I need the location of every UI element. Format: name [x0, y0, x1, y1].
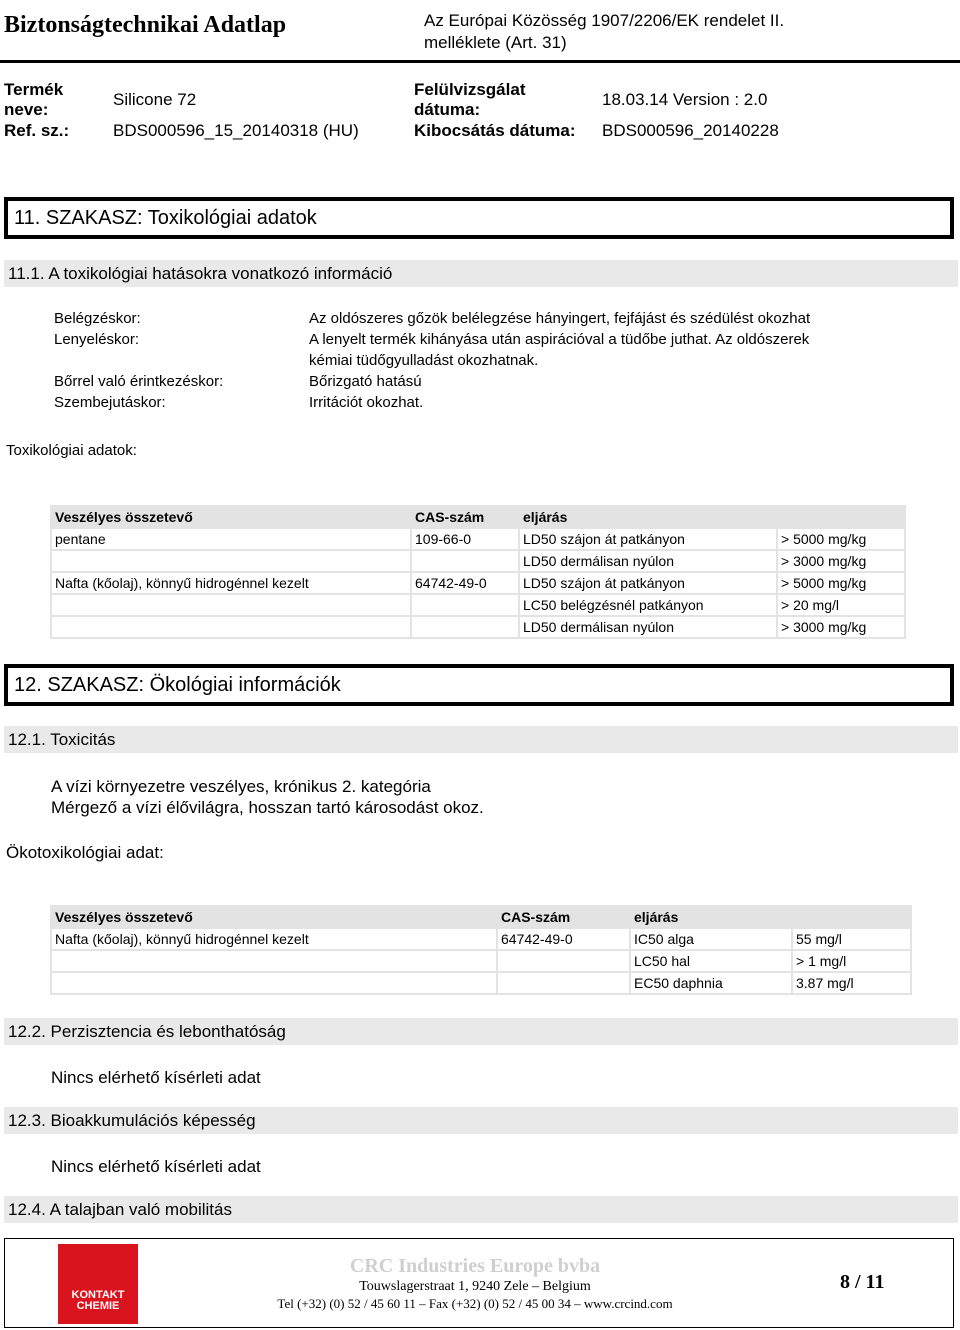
cell: LD50 szájon át patkányon — [519, 572, 777, 594]
logo-line-1: KONTAKT — [71, 1289, 125, 1301]
header-value — [792, 906, 911, 928]
product-label-line-2: neve: — [4, 100, 49, 119]
issue-value: BDS000596_20140228 — [602, 121, 779, 140]
regulation-line-1: Az Európai Közösség 1907/2206/EK rendelet II. — [424, 11, 785, 30]
cell — [411, 616, 519, 638]
document-title: Biztonságtechnikai Adatlap — [4, 12, 287, 38]
cell: 55 mg/l — [792, 928, 911, 950]
persistence-text: Nincs elérhető kísérleti adat — [51, 1068, 261, 1087]
cell — [51, 616, 411, 638]
cell — [51, 594, 411, 616]
tox-data-label: Toxikológiai adatok: — [6, 442, 137, 459]
kontakt-chemie-logo — [58, 1244, 138, 1324]
cell: LD50 szájon át patkányon — [519, 528, 777, 550]
cell: Nafta (kőolaj), könnyű hidrogénnel kezelt — [51, 572, 411, 594]
review-label — [414, 80, 525, 120]
cell: pentane — [51, 528, 411, 550]
tox-table — [50, 505, 906, 639]
ecotox-label: Ökotoxikológiai adat: — [6, 843, 164, 862]
toxicity-text — [51, 776, 484, 818]
regulation-line-2: melléklete (Art. 31) — [424, 33, 567, 52]
header-cas: CAS-szám — [411, 506, 519, 528]
effects-list — [54, 308, 904, 413]
effect-text: Bőrizgató hatású — [309, 373, 422, 390]
effect-label: Lenyeléskor: — [54, 331, 140, 348]
table-header-row — [51, 506, 905, 528]
cell — [497, 972, 630, 994]
cell — [51, 972, 497, 994]
table-row — [51, 950, 911, 972]
cell: EC50 daphnia — [630, 972, 792, 994]
table-row — [51, 594, 905, 616]
effect-label: Szembejutáskor: — [54, 394, 166, 411]
cell: LC50 hal — [630, 950, 792, 972]
cell: LC50 belégzésnél patkányon — [519, 594, 777, 616]
issue-label: Kibocsátás dátuma: — [414, 121, 576, 140]
effect-label: Belégzéskor: — [54, 310, 141, 327]
ref-label: Ref. sz.: — [4, 121, 70, 140]
section-12-2-heading: 12.2. Perzisztencia és lebonthatóság — [4, 1018, 958, 1045]
cell — [411, 550, 519, 572]
logo-line-2: CHEMIE — [76, 1300, 120, 1312]
regulation-text — [424, 10, 854, 54]
cell: > 20 mg/l — [777, 594, 905, 616]
effect-text-cont: kémiai tüdőgyulladást okozhatnak. — [309, 352, 539, 369]
table-row — [51, 572, 905, 594]
product-label — [4, 80, 63, 120]
table-row — [51, 972, 911, 994]
section-11-1-heading: 11.1. A toxikológiai hatásokra vonatkozó információ — [4, 260, 958, 287]
company-contact: Tel (+32) (0) 52 / 45 60 11 – Fax (+32) (0) 52 / 45 00 34 – www.crcind.com — [277, 1296, 673, 1311]
table-row — [51, 616, 905, 638]
product-value: Silicone 72 — [113, 90, 197, 109]
section-12-4-heading: 12.4. A talajban való mobilitás — [4, 1196, 958, 1223]
header-component: Veszélyes összetevő — [51, 906, 497, 928]
effect-eye — [54, 392, 904, 413]
cell: 109-66-0 — [411, 528, 519, 550]
ref-value: BDS000596_15_20140318 (HU) — [113, 121, 359, 140]
cell: > 3000 mg/kg — [777, 616, 905, 638]
header-method: eljárás — [630, 906, 792, 928]
page-number: 8 / 11 — [840, 1271, 885, 1293]
cell: LD50 dermálisan nyúlon — [519, 550, 777, 572]
effect-text: Irritációt okozhat. — [309, 394, 424, 411]
cell: > 1 mg/l — [792, 950, 911, 972]
product-label-line-1: Termék — [4, 80, 64, 99]
cell — [51, 950, 497, 972]
section-12-1-heading: 12.1. Toxicitás — [4, 726, 958, 753]
review-value: 18.03.14 Version : 2.0 — [602, 90, 768, 109]
header-method: eljárás — [519, 506, 777, 528]
cell: IC50 alga — [630, 928, 792, 950]
effect-text: Az oldószeres gőzök belélegzése hányingert, fejfájást és szédülést okozhat — [309, 310, 811, 327]
cell: > 5000 mg/kg — [777, 528, 905, 550]
company-name: CRC Industries Europe bvba — [349, 1255, 601, 1277]
ecotox-table — [50, 905, 912, 995]
table-row — [51, 528, 905, 550]
cell — [411, 594, 519, 616]
table-header-row — [51, 906, 911, 928]
cell: > 5000 mg/kg — [777, 572, 905, 594]
review-label-line-1: Felülvizsgálat — [414, 80, 526, 99]
cell — [51, 550, 411, 572]
logo-text — [60, 1290, 136, 1312]
toxicity-line-1: A vízi környezetre veszélyes, krónikus 2. kategória — [51, 777, 431, 796]
table-row — [51, 928, 911, 950]
cell — [497, 950, 630, 972]
effect-ingestion — [54, 329, 904, 371]
section-12-heading: 12. SZAKASZ: Ökológiai információk — [4, 664, 954, 706]
cell: 64742-49-0 — [497, 928, 630, 950]
cell: > 3000 mg/kg — [777, 550, 905, 572]
effect-skin — [54, 371, 904, 392]
company-address: Touwslagerstraat 1, 9240 Zele – Belgium — [359, 1279, 591, 1294]
cell: 64742-49-0 — [411, 572, 519, 594]
effect-label: Bőrrel való érintkezéskor: — [54, 373, 224, 390]
header-value — [777, 506, 905, 528]
table-row — [51, 550, 905, 572]
cell: 3.87 mg/l — [792, 972, 911, 994]
review-label-line-2: dátuma: — [414, 100, 481, 119]
toxicity-line-2: Mérgező a vízi élővilágra, hosszan tartó károsodást okoz. — [51, 798, 484, 817]
cell: LD50 dermálisan nyúlon — [519, 616, 777, 638]
cell: Nafta (kőolaj), könnyű hidrogénnel kezelt — [51, 928, 497, 950]
section-12-3-heading: 12.3. Bioakkumulációs képesség — [4, 1107, 958, 1134]
effect-inhalation — [54, 308, 904, 329]
header-cas: CAS-szám — [497, 906, 630, 928]
header-component: Veszélyes összetevő — [51, 506, 411, 528]
header-divider — [0, 60, 960, 63]
effect-text: A lenyelt termék kihányása után aspirációval a tüdőbe juthat. Az oldószerek — [309, 331, 810, 348]
bioaccumulation-text: Nincs elérhető kísérleti adat — [51, 1157, 261, 1176]
section-11-heading: 11. SZAKASZ: Toxikológiai adatok — [4, 197, 954, 239]
